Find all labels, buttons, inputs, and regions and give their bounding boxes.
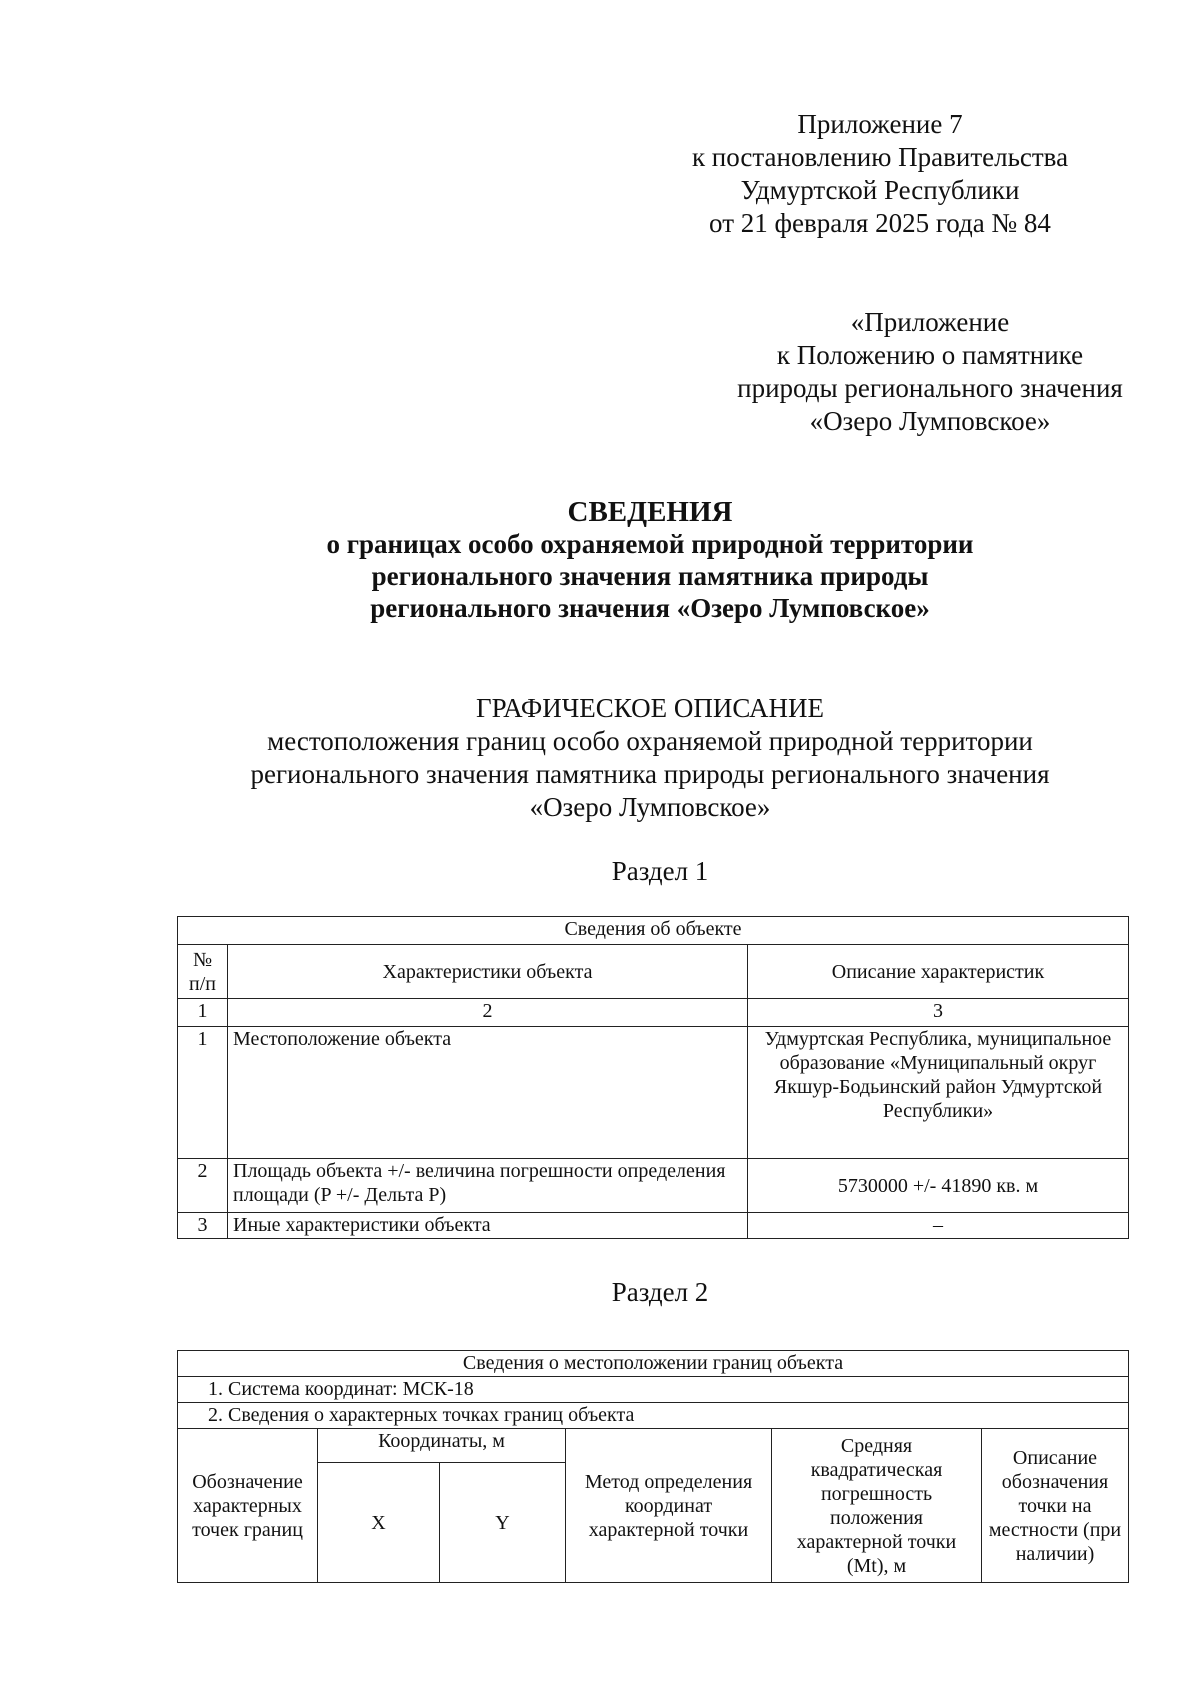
row-description: 5730000 +/- 41890 кв. м [748,1159,1129,1213]
title-line-3: регионального значения «Озеро Лумповское» [370,593,930,623]
header-designation: Обозначение характерных точек границ [178,1429,318,1583]
column-number-1: 1 [178,999,228,1027]
header-method: Метод определения координат характерной точки [566,1429,772,1583]
table-row [178,1159,1129,1213]
title-main: СВЕДЕНИЯ [567,496,733,528]
graphic-line-1: местоположения границ особо охраняемой природной территории [267,726,1033,756]
table-caption: Сведения об объекте [178,917,1129,945]
row-number: 3 [178,1213,228,1239]
appendix-line-2: к постановлению Правительства [691,142,1069,172]
table-row [178,1027,1129,1159]
title-line-1: о границах особо охраняемой природной территории [326,529,974,559]
appendix-line-1: Приложение 7 [797,109,963,139]
appendix-line-3: Удмуртской Республики [740,175,1020,205]
appendix-line-4: от 21 февраля 2025 года № 84 [709,208,1051,238]
section-2-title: Раздел 2 [611,1277,709,1307]
document-title [150,496,1150,624]
appendix-ref-line-1: «Приложение [850,307,1010,337]
appendix-ref-line-2: к Положению о памятнике [776,340,1084,370]
header-description: Описание характеристик [748,945,1129,999]
header-error: Средняя квадратическая погрешность положения характерной точки (Mt), м [772,1429,982,1583]
row-number: 2 [178,1159,228,1213]
graphic-line-2: регионального значения памятника природы регионального значения [250,759,1050,789]
appendix-header [640,108,1120,240]
table-caption: Сведения о местоположении границ объекта [178,1351,1129,1377]
header-y: Y [440,1463,566,1583]
appendix-ref-line-3: природы регионального значения [737,373,1123,403]
row-characteristic: Местоположение объекта [228,1027,748,1159]
graphic-description [150,692,1150,824]
appendix-ref-line-4: «Озеро Лумповское» [809,406,1051,436]
header-point-description: Описание обозначения точки на местности (при наличии) [982,1429,1129,1583]
row-description: – [748,1213,1129,1239]
column-number-2: 2 [228,999,748,1027]
boundary-info-table [177,1350,1129,1583]
header-coordinates: Координаты, м [318,1429,566,1463]
header-characteristic: Характеристики объекта [228,945,748,999]
row-characteristic: Иные характеристики объекта [228,1213,748,1239]
appendix-reference [700,306,1160,438]
graphic-line-3: «Озеро Лумповское» [529,792,771,822]
graphic-heading: ГРАФИЧЕСКОЕ ОПИСАНИЕ [475,693,825,723]
coordinate-system: 1. Система координат: МСК-18 [178,1377,1129,1403]
title-line-2: регионального значения памятника природы [371,561,929,591]
header-x: X [318,1463,440,1583]
row-description: Удмуртская Республика, муниципальное образование «Муниципальный округ Якшур-Бодьинский район Удмуртской Республики» [748,1027,1129,1159]
header-number: № п/п [178,945,228,999]
points-info: 2. Сведения о характерных точках границ объекта [178,1403,1129,1429]
column-number-3: 3 [748,999,1129,1027]
object-info-table [177,916,1129,1239]
row-number: 1 [178,1027,228,1159]
row-characteristic: Площадь объекта +/- величина погрешности определения площади (P +/- Дельта P) [228,1159,748,1213]
section-1-title: Раздел 1 [611,856,709,886]
table-row [178,1213,1129,1239]
